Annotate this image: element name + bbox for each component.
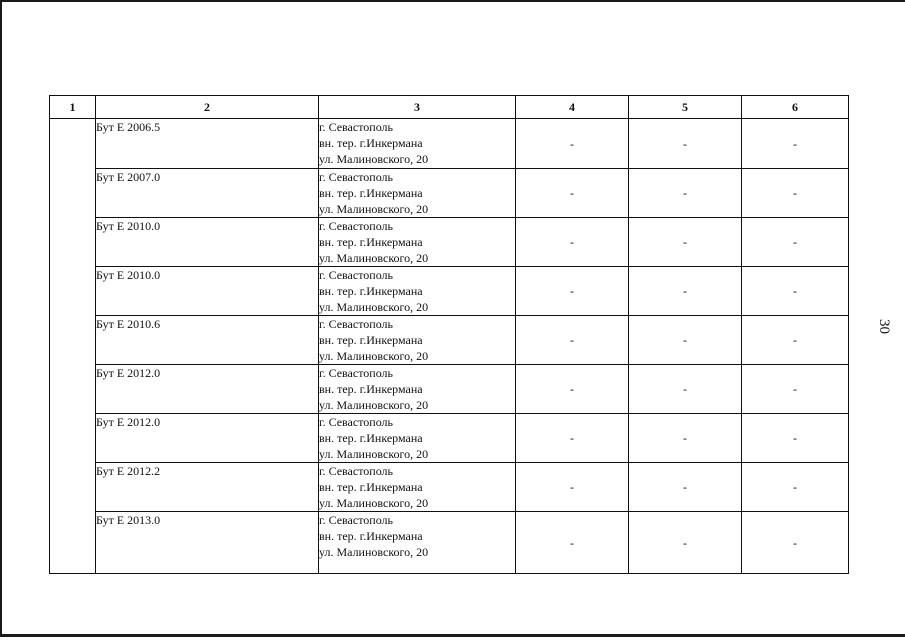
value-cell-c4: - bbox=[516, 414, 629, 463]
address-line: ул. Малиновского, 20 bbox=[319, 496, 429, 510]
item-name-cell bbox=[96, 119, 319, 169]
value-cell-c5: - bbox=[629, 365, 742, 414]
address-line: вн. тер. г.Инкермана bbox=[319, 382, 423, 396]
table-row bbox=[50, 169, 849, 218]
value-cell-c6: - bbox=[742, 267, 849, 316]
header-cell-2: 2 bbox=[96, 96, 319, 119]
page-border-bottom bbox=[0, 634, 905, 637]
value-cell-c6: - bbox=[742, 463, 849, 512]
item-name-cell bbox=[96, 169, 319, 218]
address-cell bbox=[319, 267, 516, 316]
header-cell-4: 4 bbox=[516, 96, 629, 119]
value-cell-c6: - bbox=[742, 316, 849, 365]
item-name: Бут Е 2012.0 bbox=[96, 415, 161, 429]
table-row bbox=[50, 414, 849, 463]
header-cell-6: 6 bbox=[742, 96, 849, 119]
value-cell-c6: - bbox=[742, 512, 849, 574]
item-name: Бут Е 2012.2 bbox=[96, 464, 161, 478]
address-cell bbox=[319, 463, 516, 512]
address-cell bbox=[319, 169, 516, 218]
address-cell bbox=[319, 316, 516, 365]
item-name: Бут Е 2007.0 bbox=[96, 170, 161, 184]
address-line: вн. тер. г.Инкермана bbox=[319, 186, 423, 200]
item-name-cell bbox=[96, 365, 319, 414]
table-row bbox=[50, 119, 849, 169]
table-row bbox=[50, 316, 849, 365]
header-cell-3: 3 bbox=[319, 96, 516, 119]
value-cell-c6: - bbox=[742, 169, 849, 218]
item-name: Бут Е 2010.0 bbox=[96, 268, 161, 282]
table-row bbox=[50, 463, 849, 512]
address-line: г. Севастополь bbox=[319, 464, 394, 478]
header-row bbox=[50, 96, 849, 119]
item-name-cell bbox=[96, 512, 319, 574]
address-line: ул. Малиновского, 20 bbox=[319, 398, 429, 412]
address-cell bbox=[319, 365, 516, 414]
item-name-cell bbox=[96, 414, 319, 463]
table-row bbox=[50, 267, 849, 316]
address-line: ул. Малиновского, 20 bbox=[319, 300, 429, 314]
item-name: Бут Е 2012.0 bbox=[96, 366, 161, 380]
value-cell-c6: - bbox=[742, 414, 849, 463]
address-line: ул. Малиновского, 20 bbox=[319, 152, 429, 166]
item-name-cell bbox=[96, 218, 319, 267]
value-cell-c4: - bbox=[516, 316, 629, 365]
table-row bbox=[50, 512, 849, 574]
address-line: вн. тер. г.Инкермана bbox=[319, 136, 423, 150]
value-cell-c6: - bbox=[742, 119, 849, 169]
data-table bbox=[49, 95, 849, 574]
address-line: г. Севастополь bbox=[319, 366, 394, 380]
value-cell-c4: - bbox=[516, 463, 629, 512]
address-line: ул. Малиновского, 20 bbox=[319, 349, 429, 363]
page-border-top bbox=[0, 0, 905, 2]
header-cell-5: 5 bbox=[629, 96, 742, 119]
item-name-cell bbox=[96, 267, 319, 316]
value-cell-c4: - bbox=[516, 218, 629, 267]
item-name: Бут Е 2010.6 bbox=[96, 317, 161, 331]
address-line: ул. Малиновского, 20 bbox=[319, 447, 429, 461]
page-border-left bbox=[0, 0, 2, 637]
value-cell-c5: - bbox=[629, 316, 742, 365]
row-number-cell bbox=[50, 119, 96, 574]
value-cell-c5: - bbox=[629, 414, 742, 463]
address-line: вн. тер. г.Инкермана bbox=[319, 529, 423, 543]
value-cell-c5: - bbox=[629, 463, 742, 512]
value-cell-c5: - bbox=[629, 267, 742, 316]
address-line: вн. тер. г.Инкермана bbox=[319, 480, 423, 494]
item-name-cell bbox=[96, 316, 319, 365]
value-cell-c6: - bbox=[742, 218, 849, 267]
value-cell-c4: - bbox=[516, 512, 629, 574]
address-line: г. Севастополь bbox=[319, 513, 394, 527]
address-line: вн. тер. г.Инкермана bbox=[319, 284, 423, 298]
address-line: г. Севастополь bbox=[319, 415, 394, 429]
address-cell bbox=[319, 119, 516, 169]
item-name-cell bbox=[96, 463, 319, 512]
item-name: Бут Е 2010.0 bbox=[96, 219, 161, 233]
value-cell-c5: - bbox=[629, 119, 742, 169]
value-cell-c6: - bbox=[742, 365, 849, 414]
value-cell-c4: - bbox=[516, 119, 629, 169]
address-cell bbox=[319, 218, 516, 267]
address-line: ул. Малиновского, 20 bbox=[319, 251, 429, 265]
address-line: г. Севастополь bbox=[319, 317, 394, 331]
address-line: ул. Малиновского, 20 bbox=[319, 202, 429, 216]
address-cell bbox=[319, 512, 516, 574]
value-cell-c4: - bbox=[516, 365, 629, 414]
value-cell-c5: - bbox=[629, 169, 742, 218]
address-line: вн. тер. г.Инкермана bbox=[319, 431, 423, 445]
address-line: г. Севастополь bbox=[319, 170, 394, 184]
address-line: ул. Малиновского, 20 bbox=[319, 545, 429, 559]
page-number: 30 bbox=[876, 319, 892, 334]
header-cell-1: 1 bbox=[50, 96, 96, 119]
address-line: вн. тер. г.Инкермана bbox=[319, 333, 423, 347]
value-cell-c5: - bbox=[629, 512, 742, 574]
address-line: г. Севастополь bbox=[319, 219, 394, 233]
table-row bbox=[50, 218, 849, 267]
value-cell-c4: - bbox=[516, 169, 629, 218]
address-cell bbox=[319, 414, 516, 463]
value-cell-c5: - bbox=[629, 218, 742, 267]
address-line: вн. тер. г.Инкермана bbox=[319, 235, 423, 249]
address-line: г. Севастополь bbox=[319, 268, 394, 282]
address-line: г. Севастополь bbox=[319, 120, 394, 134]
value-cell-c4: - bbox=[516, 267, 629, 316]
item-name: Бут Е 2013.0 bbox=[96, 513, 161, 527]
table-row bbox=[50, 365, 849, 414]
item-name: Бут Е 2006.5 bbox=[96, 120, 161, 134]
